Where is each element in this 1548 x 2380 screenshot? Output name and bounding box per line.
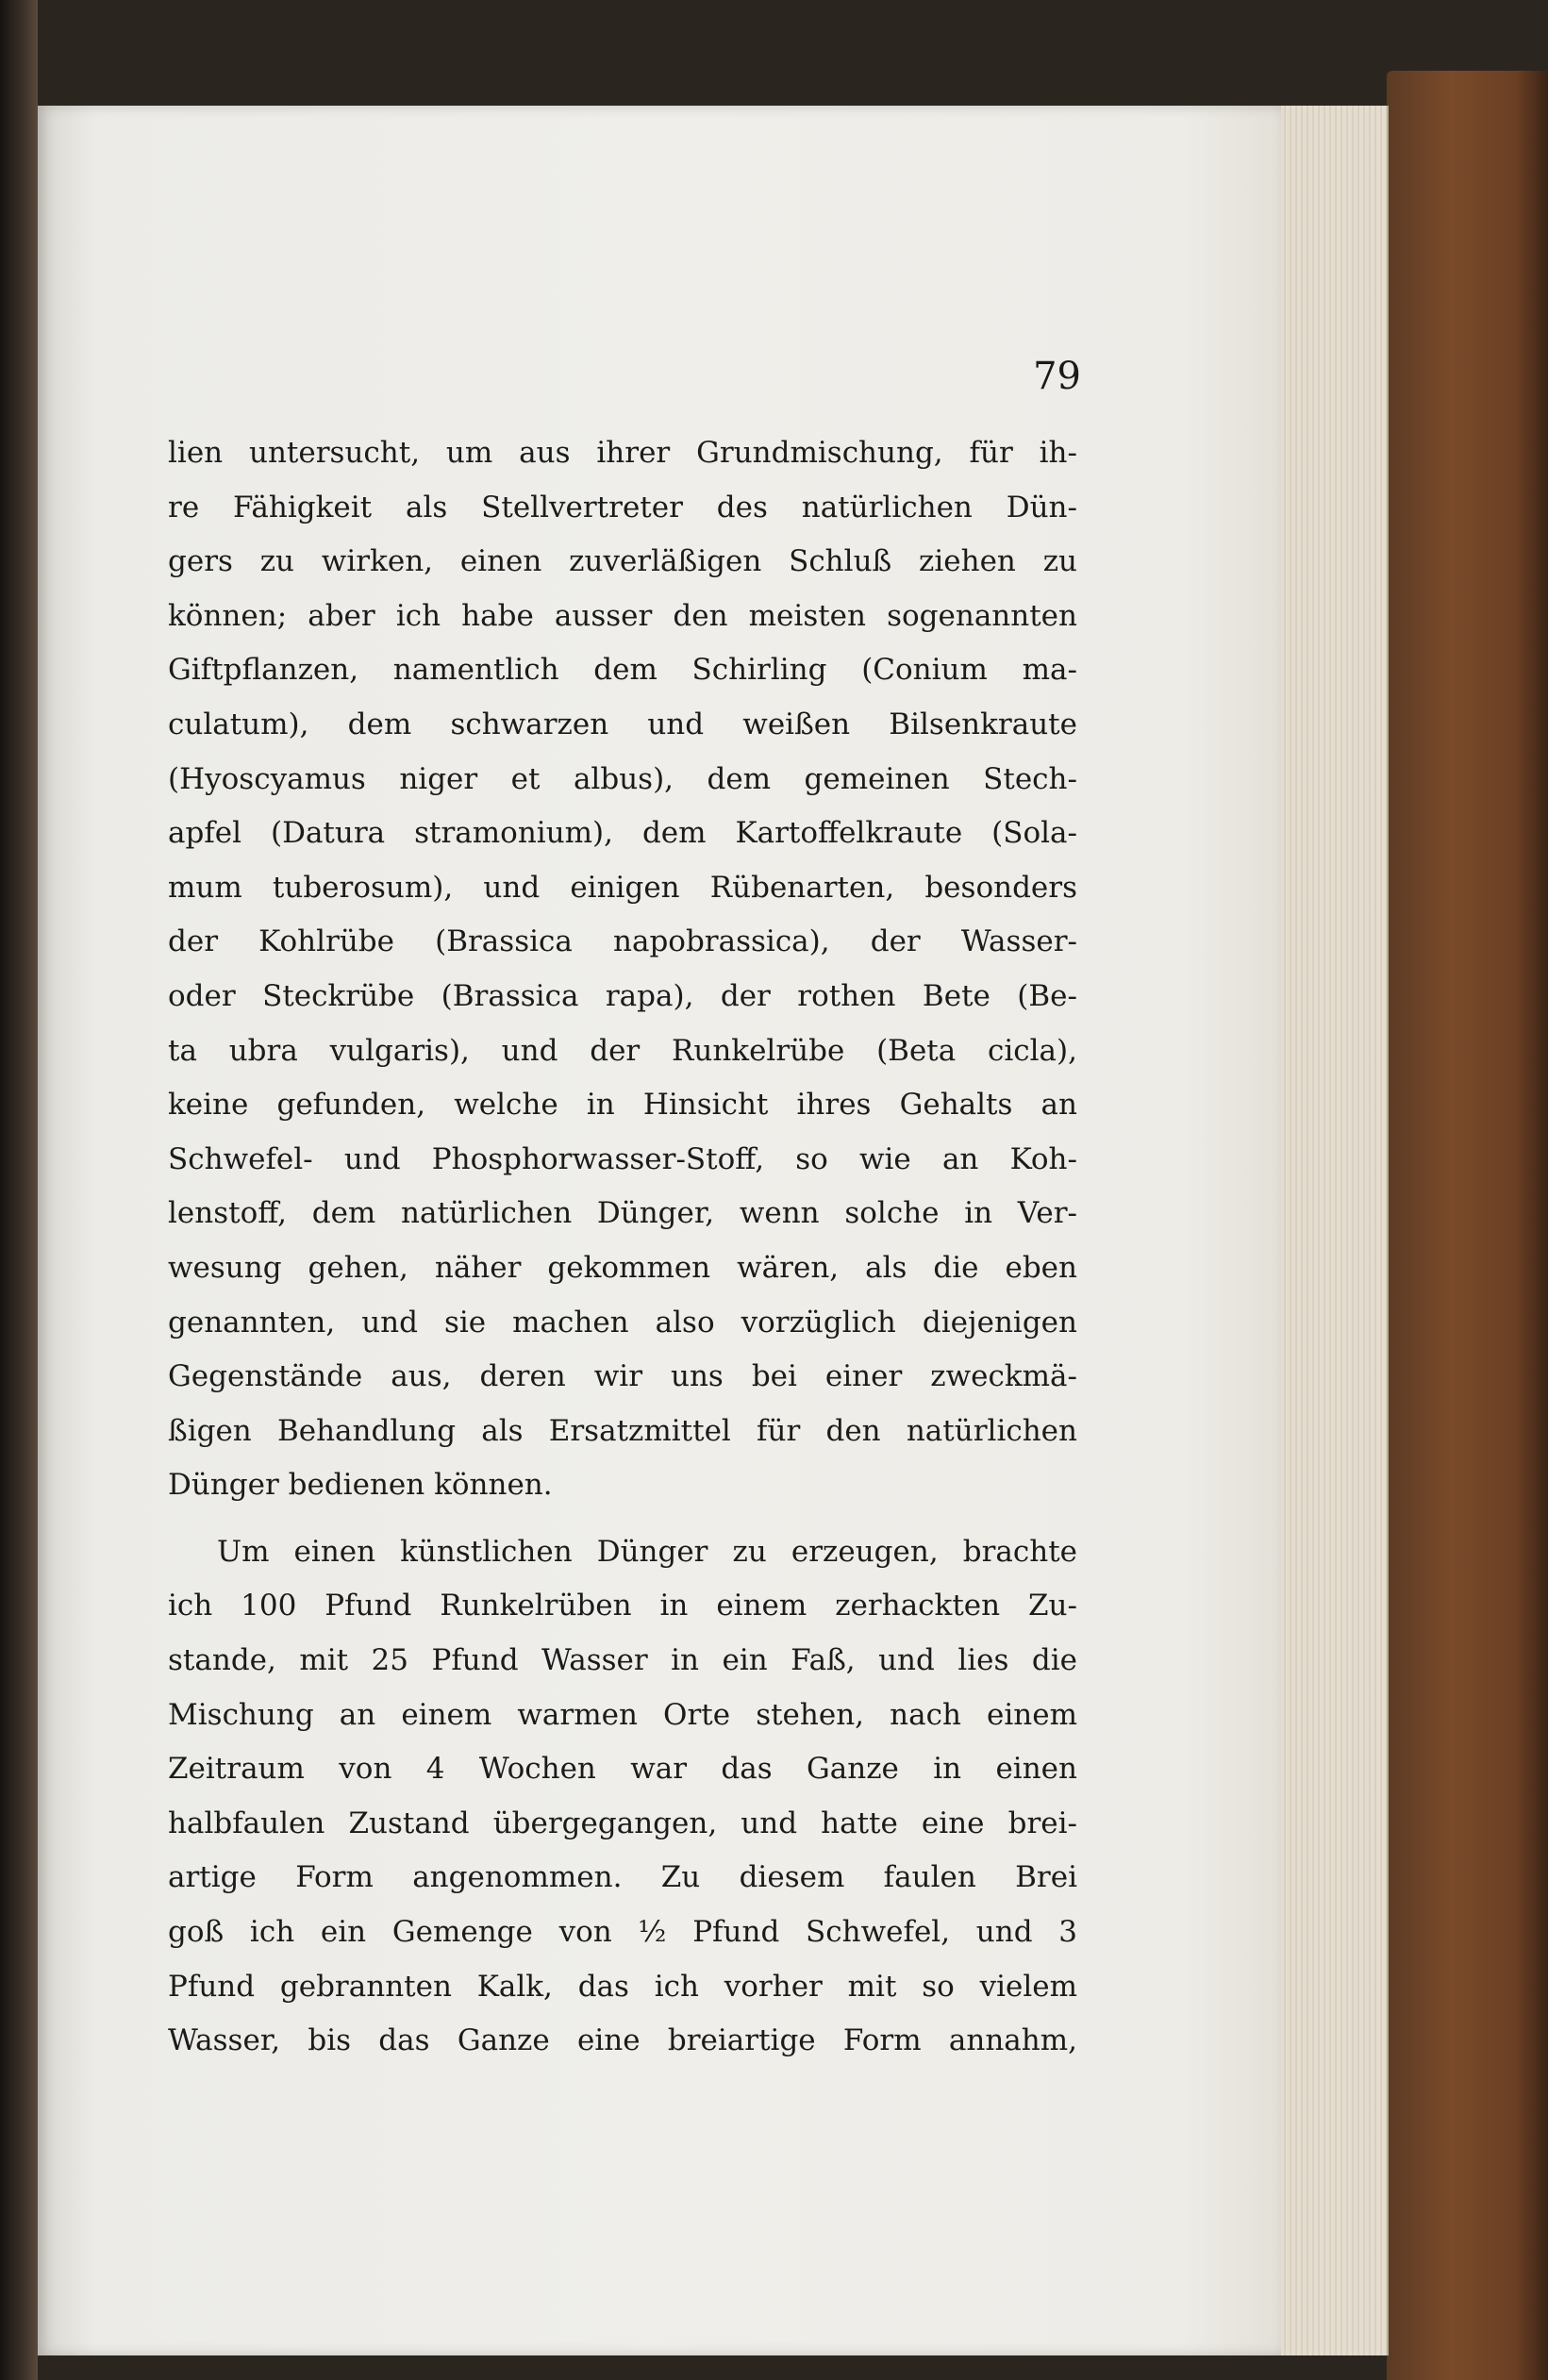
book-cover <box>1387 71 1548 2380</box>
book-page <box>38 106 1281 2355</box>
page-edges <box>1281 106 1389 2355</box>
text-line: apfel (Datura stramonium), dem Kartoffelkraute (Sola- <box>168 816 1077 851</box>
text-line: können; aber ich habe ausser den meisten sogenannten <box>168 598 1077 633</box>
text-line: oder Steckrübe (Brassica rapa), der rothen Bete (Be- <box>168 978 1077 1013</box>
text-line: Dünger bedienen können. <box>168 1468 553 1503</box>
text-line: (Hyoscyamus niger et albus), dem gemeinen Stech- <box>168 761 1077 796</box>
text-line: mum tuberosum), und einigen Rübenarten, besonders <box>168 870 1077 905</box>
paragraph-2 <box>168 1525 1077 2069</box>
text-line: Gegenstände aus, deren wir uns bei einer zweckmä- <box>168 1359 1077 1394</box>
text-line: culatum), dem schwarzen und weißen Bilsenkraute <box>168 707 1077 741</box>
text-line: ta ubra vulgaris), und der Runkelrübe (Beta cicla), <box>168 1033 1077 1068</box>
text-line: goß ich ein Gemenge von ½ Pfund Schwefel, und 3 <box>168 1915 1077 1950</box>
text-line: lien untersucht, um aus ihrer Grundmischung, für ih- <box>168 436 1077 470</box>
text-line: wesung gehen, näher gekommen wären, als die eben <box>168 1250 1077 1285</box>
text-line: re Fähigkeit als Stellvertreter des natürlichen Dün- <box>168 490 1077 524</box>
text-line: keine gefunden, welche in Hinsicht ihres Gehalts an <box>168 1088 1077 1123</box>
paragraph-1 <box>168 426 1077 1513</box>
text-line: lenstoff, dem natürlichen Dünger, wenn solche in Ver- <box>168 1196 1077 1231</box>
text-line: gers zu wirken, einen zuverläßigen Schluß ziehen zu <box>168 544 1077 579</box>
text-line: Zeitraum von 4 Wochen war das Ganze in einen <box>168 1752 1077 1787</box>
text-line: Schwefel- und Phosphorwasser-Stoff, so wie an Koh- <box>168 1141 1077 1176</box>
body-text <box>168 426 1077 2069</box>
text-line: Giftpflanzen, namentlich dem Schirling (Conium ma- <box>168 653 1077 688</box>
text-line: Mischung an einem warmen Orte stehen, nach einem <box>168 1697 1077 1732</box>
text-line: genannten, und sie machen also vorzüglich diejenigen <box>168 1305 1077 1340</box>
text-line: Pfund gebrannten Kalk, das ich vorher mit so vielem <box>168 1969 1077 2004</box>
text-line: ßigen Behandlung als Ersatzmittel für den natürlichen <box>168 1413 1077 1448</box>
text-line: halbfaulen Zustand übergegangen, und hatte eine brei- <box>168 1806 1077 1840</box>
text-line: artige Form angenommen. Zu diesem faulen Brei <box>168 1860 1077 1895</box>
book-binding <box>0 0 38 2380</box>
text-line: ich 100 Pfund Runkelrüben in einem zerhackten Zu- <box>168 1589 1077 1623</box>
text-line: Wasser, bis das Ganze eine breiartige Form annahm, <box>168 2023 1077 2058</box>
text-line: stande, mit 25 Pfund Wasser in ein Faß, und lies die <box>168 1643 1077 1678</box>
text-line: der Kohlrübe (Brassica napobrassica), der Wasser- <box>168 924 1077 959</box>
text-line: Um einen künstlichen Dünger zu erzeugen, brachte <box>217 1534 1077 1569</box>
page-number: 79 <box>1033 355 1081 398</box>
